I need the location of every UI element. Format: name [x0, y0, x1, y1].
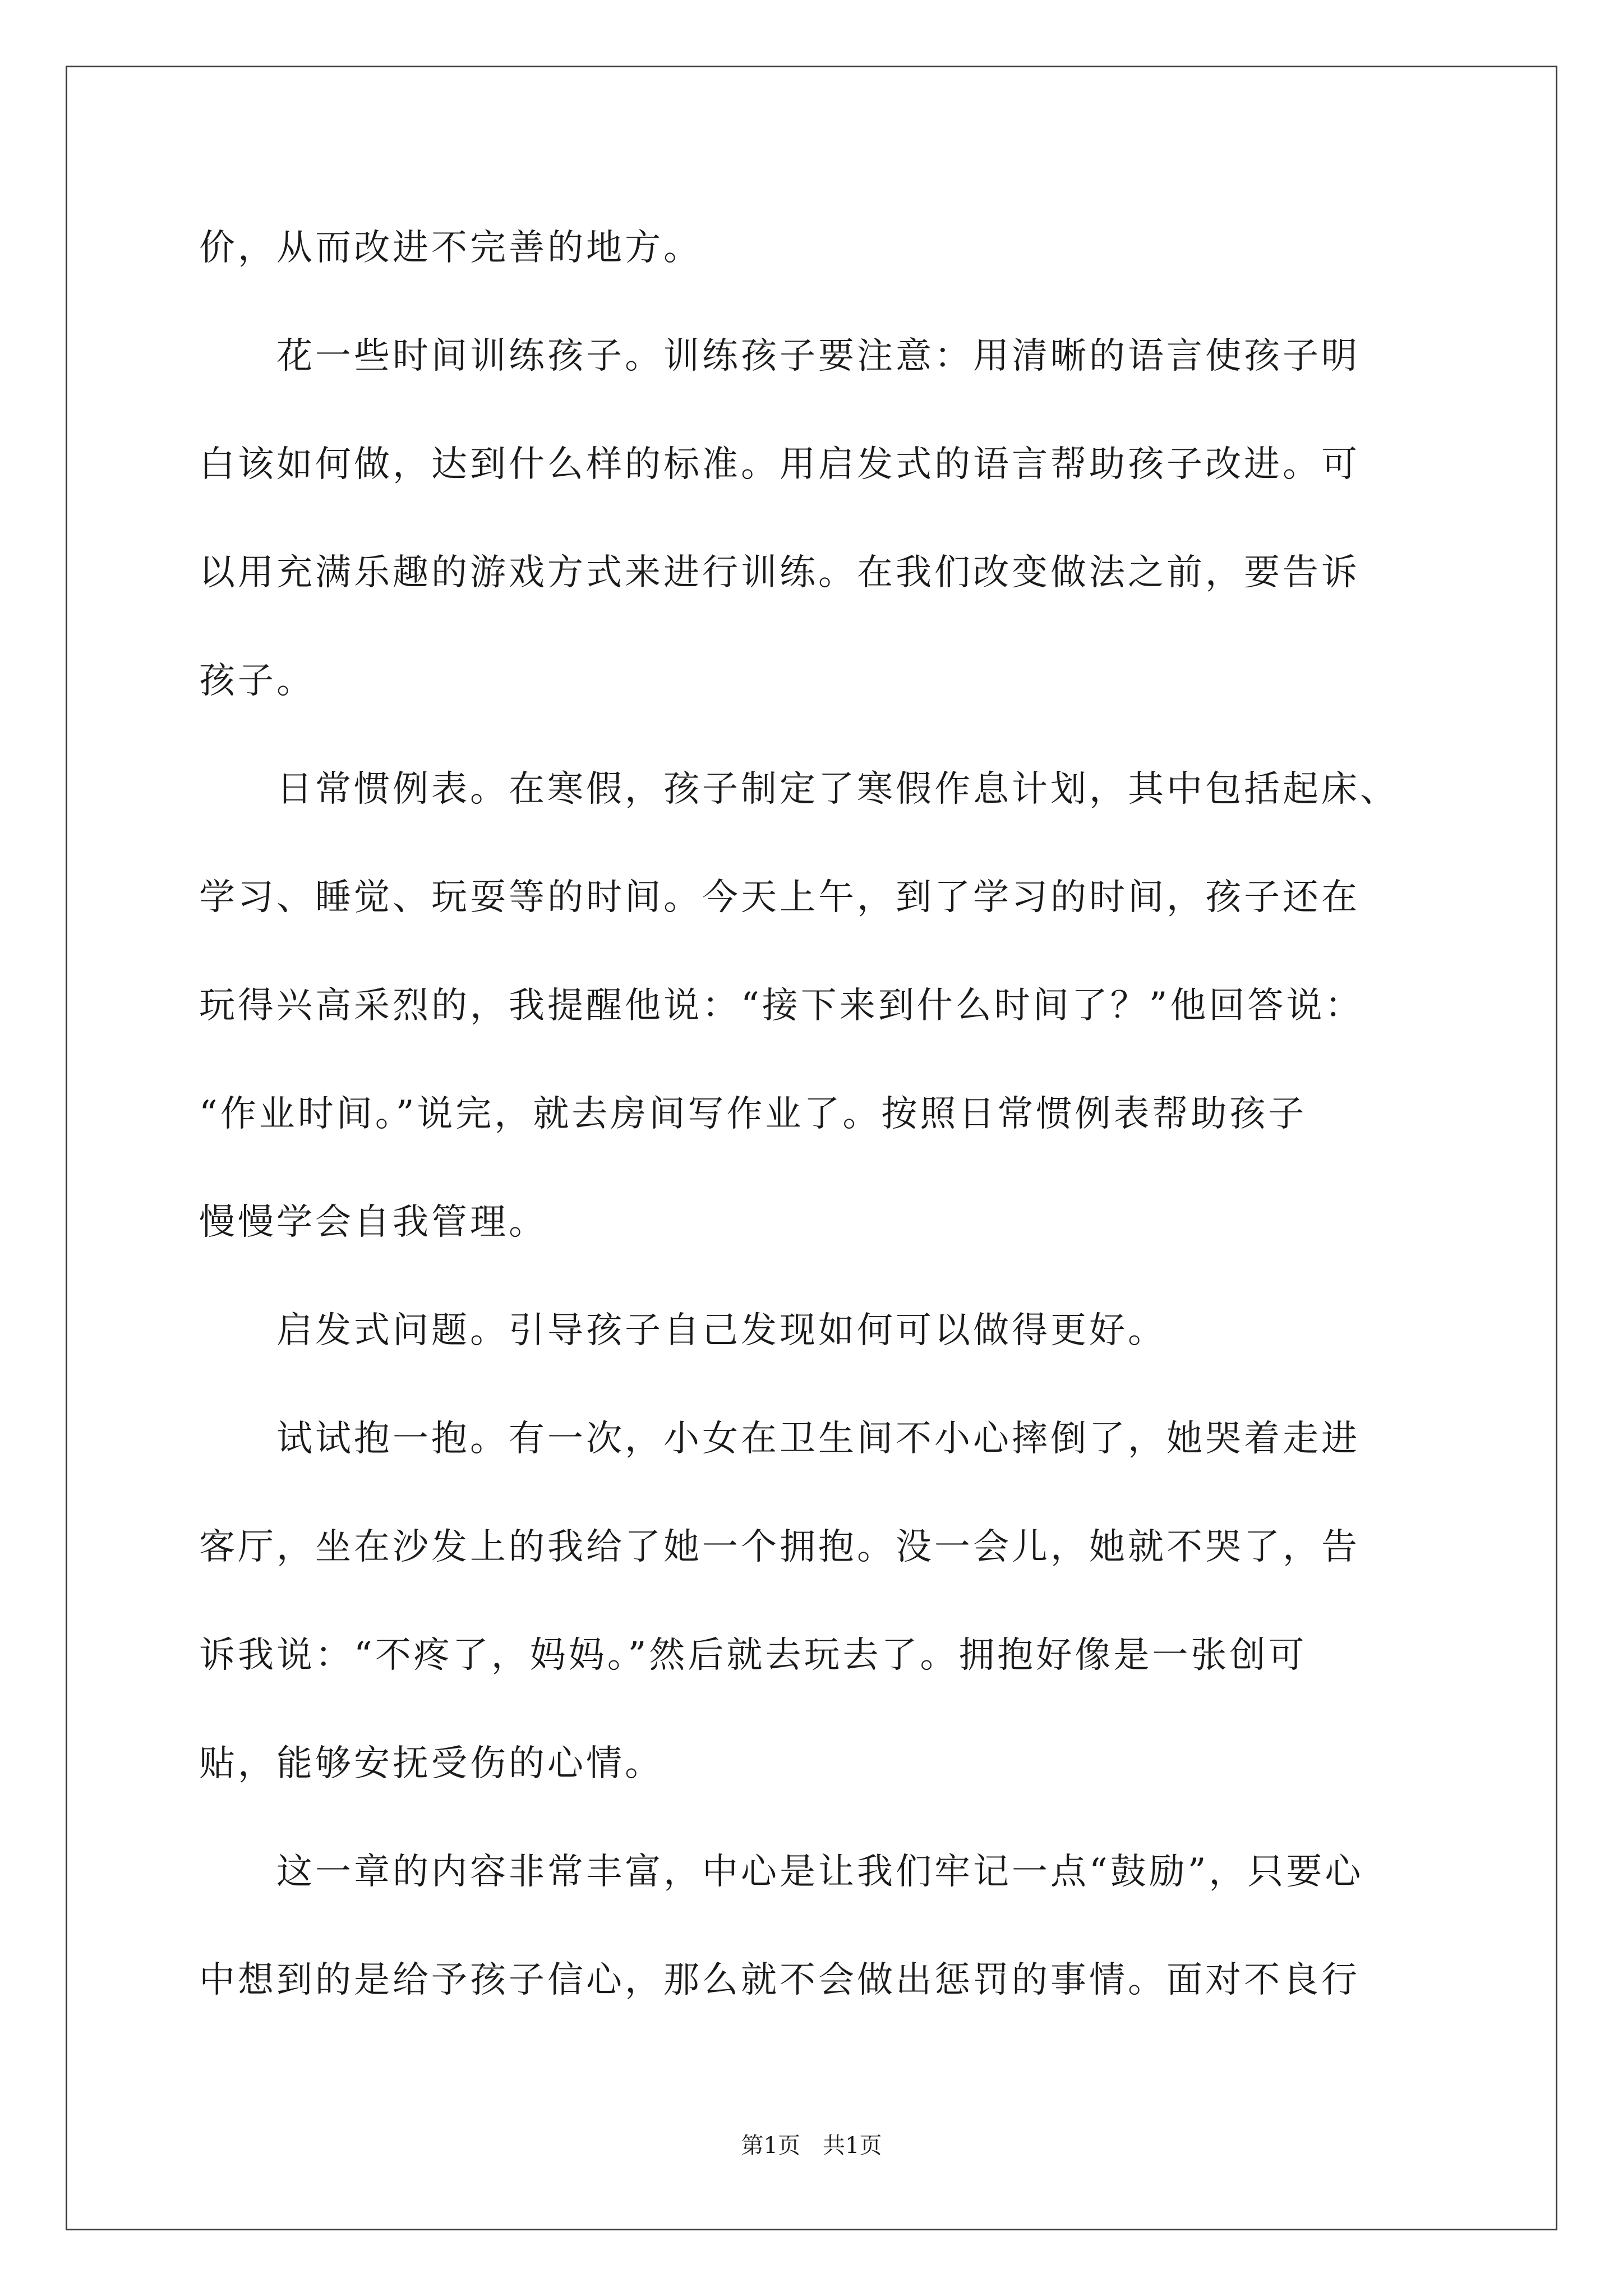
page-number-footer: 第1页 共1页 — [741, 2133, 882, 2159]
page-border — [66, 66, 1557, 2230]
text-line: 贴，能够安抚受伤的心情。 — [199, 1743, 663, 1784]
text-line: 这一章的内容非常丰富，中心是让我们牢记一点“鼓励”，只要心 — [199, 1851, 1364, 1893]
text-line: 中想到的是给予孩子信心，那么就不会做出惩罚的事情。面对不良行 — [199, 1959, 1360, 2001]
text-line: 慢慢学会自我管理。 — [199, 1202, 547, 1243]
text-line: “作业时间。”说完，就去房间写作业了。按照日常惯例表帮助孩子 — [199, 1093, 1307, 1135]
text-line: 花一些时间训练孩子。训练孩子要注意：用清晰的语言使孩子明 — [199, 335, 1360, 377]
text-line: 价，从而改进不完善的地方。 — [199, 227, 702, 269]
text-line: 以用充满乐趣的游戏方式来进行训练。在我们改变做法之前，要告诉 — [199, 552, 1360, 593]
text-line: 客厅，坐在沙发上的我给了她一个拥抱。没一会儿，她就不哭了，告 — [199, 1526, 1360, 1568]
text-line: 孩子。 — [199, 660, 315, 702]
text-line: 诉我说：“不疼了，妈妈。”然后就去玩去了。拥抱好像是一张创可 — [199, 1635, 1307, 1676]
text-line: 日常惯例表。在寒假，孩子制定了寒假作息计划，其中包括起床、 — [199, 769, 1399, 810]
text-line: 试试抱一抱。有一次，小女在卫生间不小心摔倒了，她哭着走进 — [199, 1418, 1360, 1460]
text-line: 启发式问题。引导孩子自己发现如何可以做得更好。 — [199, 1310, 1166, 1351]
text-line: 玩得兴高采烈的，我提醒他说：“接下来到什么时间了？”他回答说： — [199, 985, 1364, 1027]
text-line: 白该如何做，达到什么样的标准。用启发式的语言帮助孩子改进。可 — [199, 444, 1360, 485]
text-line: 学习、睡觉、玩耍等的时间。今天上午，到了学习的时间，孩子还在 — [199, 877, 1360, 918]
